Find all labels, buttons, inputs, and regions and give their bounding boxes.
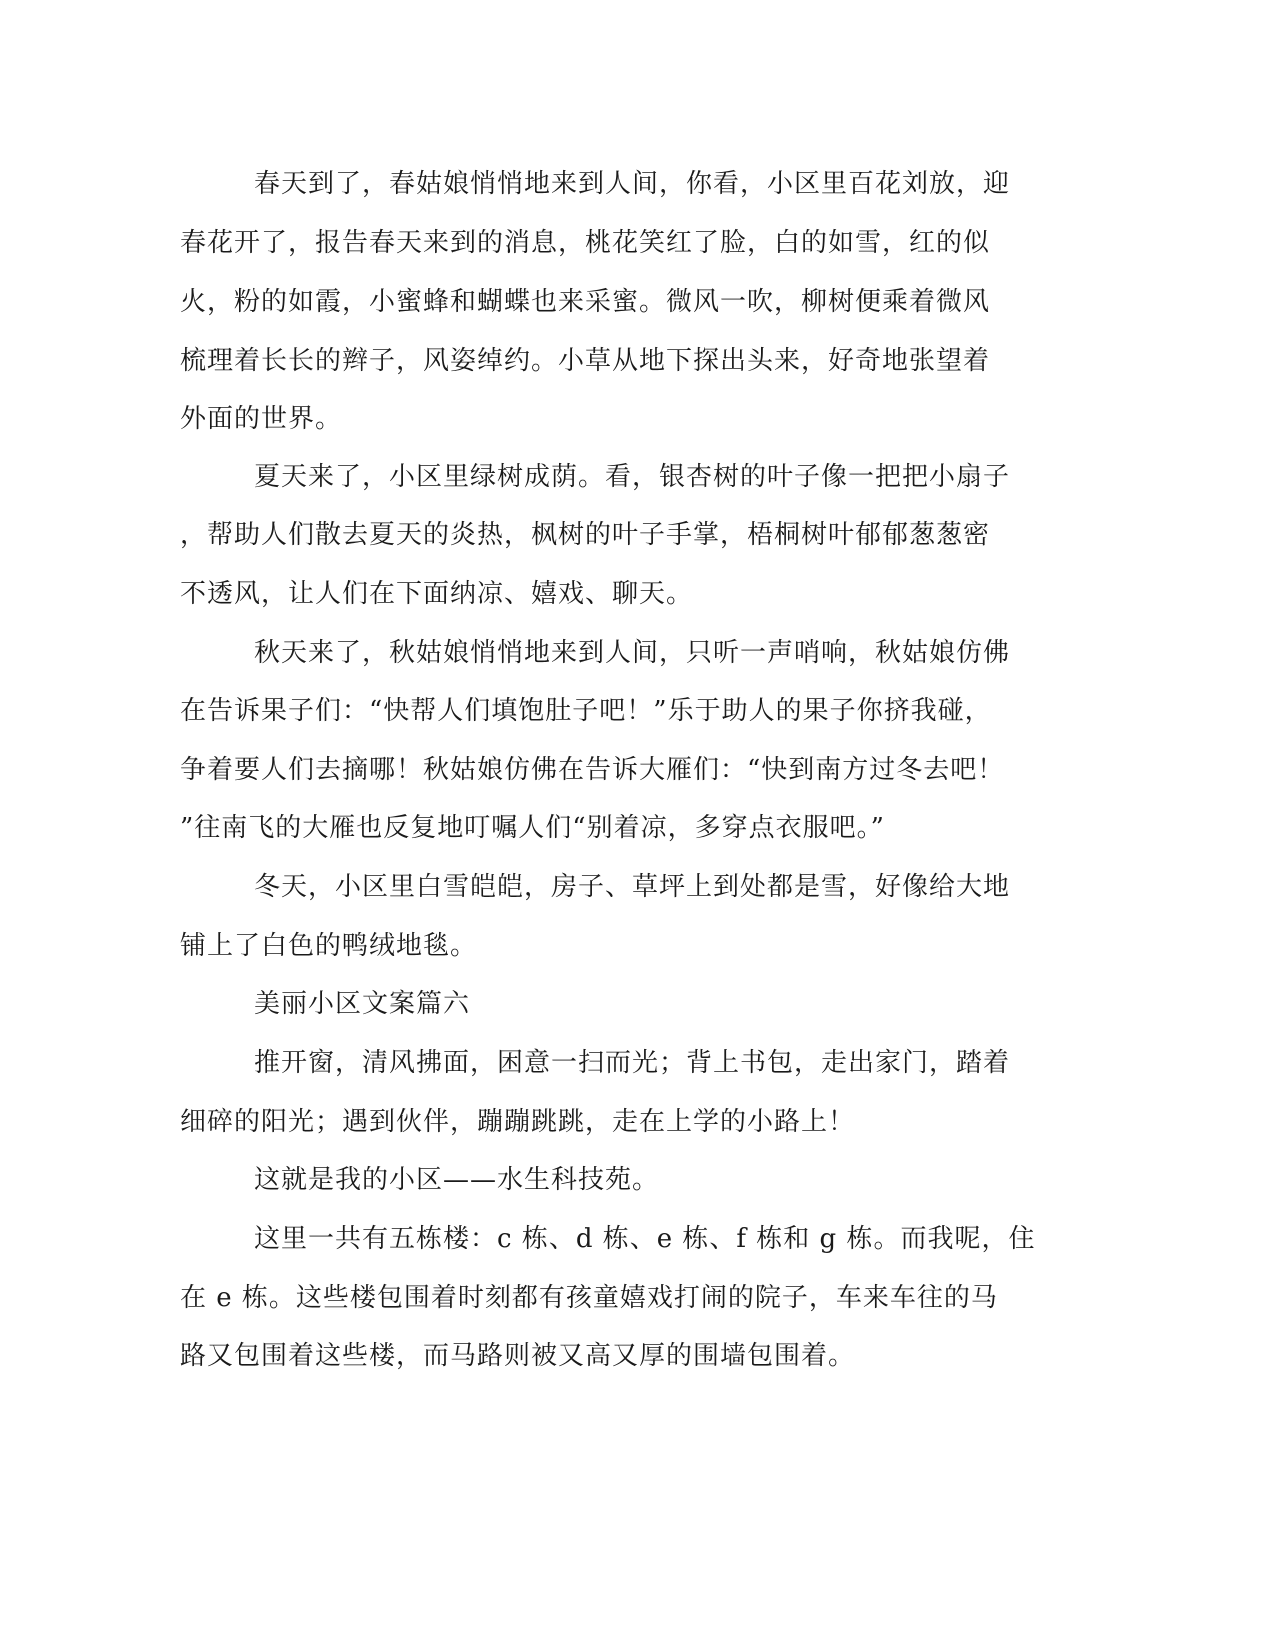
text-line: 在 e 栋。这些楼包围着时刻都有孩童嬉戏打闹的院子，车来车往的马: [180, 1283, 998, 1313]
text-line: 外面的世界。: [180, 404, 343, 434]
section-heading: 美丽小区文案篇六: [254, 989, 471, 1019]
text-line: 不透风，让人们在下面纳凉、嬉戏、聊天。: [180, 579, 694, 609]
text-line: 火，粉的如霞，小蜜蜂和蝴蝶也来采蜜。微风一吹，柳树便乘着微风: [180, 287, 991, 317]
text-line: 细碎的阳光；遇到伙伴，蹦蹦跳跳，走在上学的小路上！: [180, 1107, 856, 1137]
text-line: 这就是我的小区——水生科技苑。: [254, 1165, 660, 1195]
text-line: 春花开了，报告春天来到的消息，桃花笑红了脸，白的如雪，红的似: [180, 228, 991, 258]
text-line: ，帮助人们散去夏天的炎热，枫树的叶子手掌，梧桐树叶郁郁葱葱密: [180, 520, 991, 550]
text-line: ”往南飞的大雁也反复地叮嘱人们“别着凉，多穿点衣服吧。”: [180, 813, 885, 843]
text-line: 梳理着长长的辫子，风姿绰约。小草从地下探出头来，好奇地张望着: [180, 346, 991, 376]
text-line: 春天到了，春姑娘悄悄地来到人间，你看，小区里百花刘放，迎: [254, 169, 1011, 199]
text-line: 秋天来了，秋姑娘悄悄地来到人间，只听一声哨响，秋姑娘仿佛: [254, 638, 1011, 668]
text-line: 铺上了白色的鸭绒地毯。: [180, 931, 478, 961]
text-line: 这里一共有五栋楼：c 栋、d 栋、e 栋、f 栋和 g 栋。而我呢，住: [254, 1224, 1036, 1254]
text-line: 夏天来了，小区里绿树成荫。看，银杏树的叶子像一把把小扇子: [254, 462, 1011, 492]
text-line: 推开窗，清风拂面，困意一扫而光；背上书包，走出家门，踏着: [254, 1048, 1011, 1078]
text-line: 争着要人们去摘哪！秋姑娘仿佛在告诉大雁们：“快到南方过冬去吧！: [180, 755, 1005, 785]
text-line: 冬天，小区里白雪皑皑，房子、草坪上到处都是雪，好像给大地: [254, 872, 1011, 902]
text-line: 路又包围着这些楼，而马路则被又高又厚的围墙包围着。: [180, 1341, 856, 1371]
text-line: 在告诉果子们：“快帮人们填饱肚子吧！”乐于助人的果子你挤我碰，: [180, 696, 992, 726]
